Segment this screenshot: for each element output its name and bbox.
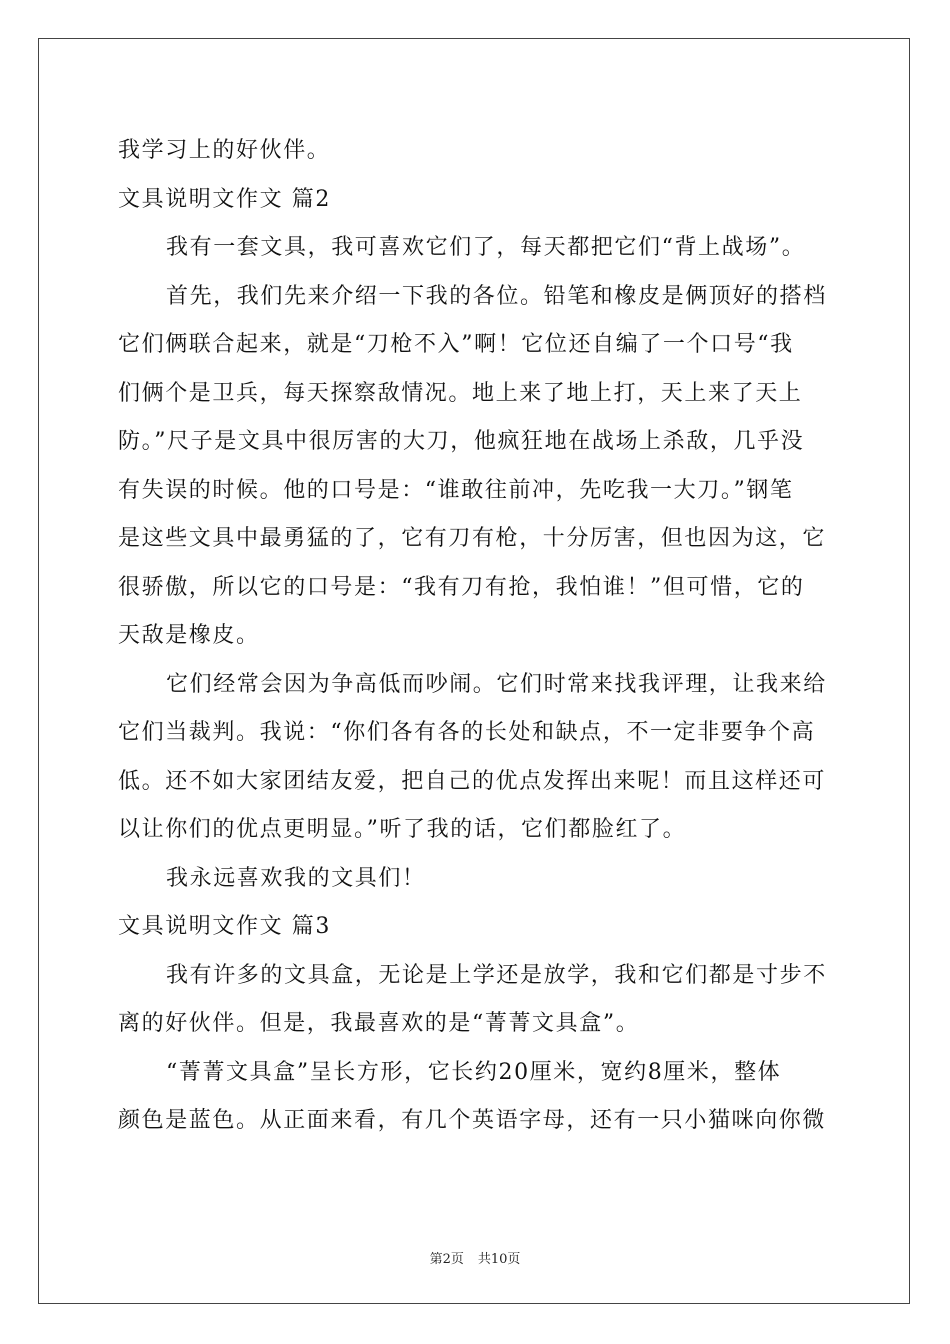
text-line-8: 有失误的时候。他的口号是：“谁敢往前冲，先吃我一大刀。”钢笔 — [118, 477, 794, 503]
text-line-9: 是这些文具中最勇猛的了，它有刀有枪，十分厉害，但也因为这，它 — [118, 526, 827, 551]
text-line-20: “菁菁文具盒”呈长方形，它长约20厘米，宽约8厘米，整体 — [166, 1059, 782, 1085]
text-line-5: 它们俩联合起来，就是“刀枪不入”啊！它位还自编了一个口号“我 — [118, 332, 794, 357]
text-line-4: 首先，我们先来介绍一下我的各位。铅笔和橡皮是俩顶好的搭档 — [166, 283, 827, 309]
section-heading-2: 文具说明文作文 篇2 — [118, 186, 331, 212]
text-line-6: 们俩个是卫兵，每天探察敌情况。地上来了地上打，天上来了天上 — [118, 380, 803, 406]
page-footer — [0, 1248, 950, 1267]
page-total: 共10页 — [477, 1252, 521, 1267]
page-number: 第2页 — [429, 1252, 464, 1267]
text-line-10: 很骄傲，所以它的口号是：“我有刀有抢，我怕谁！”但可惜，它的 — [118, 574, 805, 600]
section-heading-3: 文具说明文作文 篇3 — [118, 914, 331, 939]
text-line-7: 防。”尺子是文具中很厉害的大刀，他疯狂地在战场上杀敌，几乎没 — [118, 429, 805, 454]
text-line-12: 它们经常会因为争高低而吵闹。它们时常来找我评理，让我来给 — [166, 671, 827, 697]
document-body — [118, 127, 834, 1146]
text-line-11: 天敌是橡皮。 — [118, 623, 260, 648]
text-line-1: 我学习上的好伙伴。 — [118, 138, 331, 163]
text-line-15: 以让你们的优点更明显。”听了我的话，它们都脸红了。 — [118, 817, 687, 842]
text-line-16: 我永远喜欢我的文具们！ — [166, 865, 426, 891]
text-line-13: 它们当裁判。我说：“你们各有各的长处和缺点，不一定非要争个高 — [118, 720, 816, 745]
text-line-14: 低。还不如大家团结友爱，把自己的优点发挥出来呢！而且这样还可 — [118, 768, 827, 794]
text-line-19: 离的好伙伴。但是，我最喜欢的是“菁菁文具盒”。 — [118, 1011, 640, 1036]
text-line-18: 我有许多的文具盒，无论是上学还是放学，我和它们都是寸步不 — [166, 962, 827, 988]
text-line-21: 颜色是蓝色。从正面来看，有几个英语字母，还有一只小猫咪向你微 — [118, 1108, 827, 1133]
text-line-3: 我有一套文具，我可喜欢它们了，每天都把它们“背上战场”。 — [166, 235, 806, 260]
